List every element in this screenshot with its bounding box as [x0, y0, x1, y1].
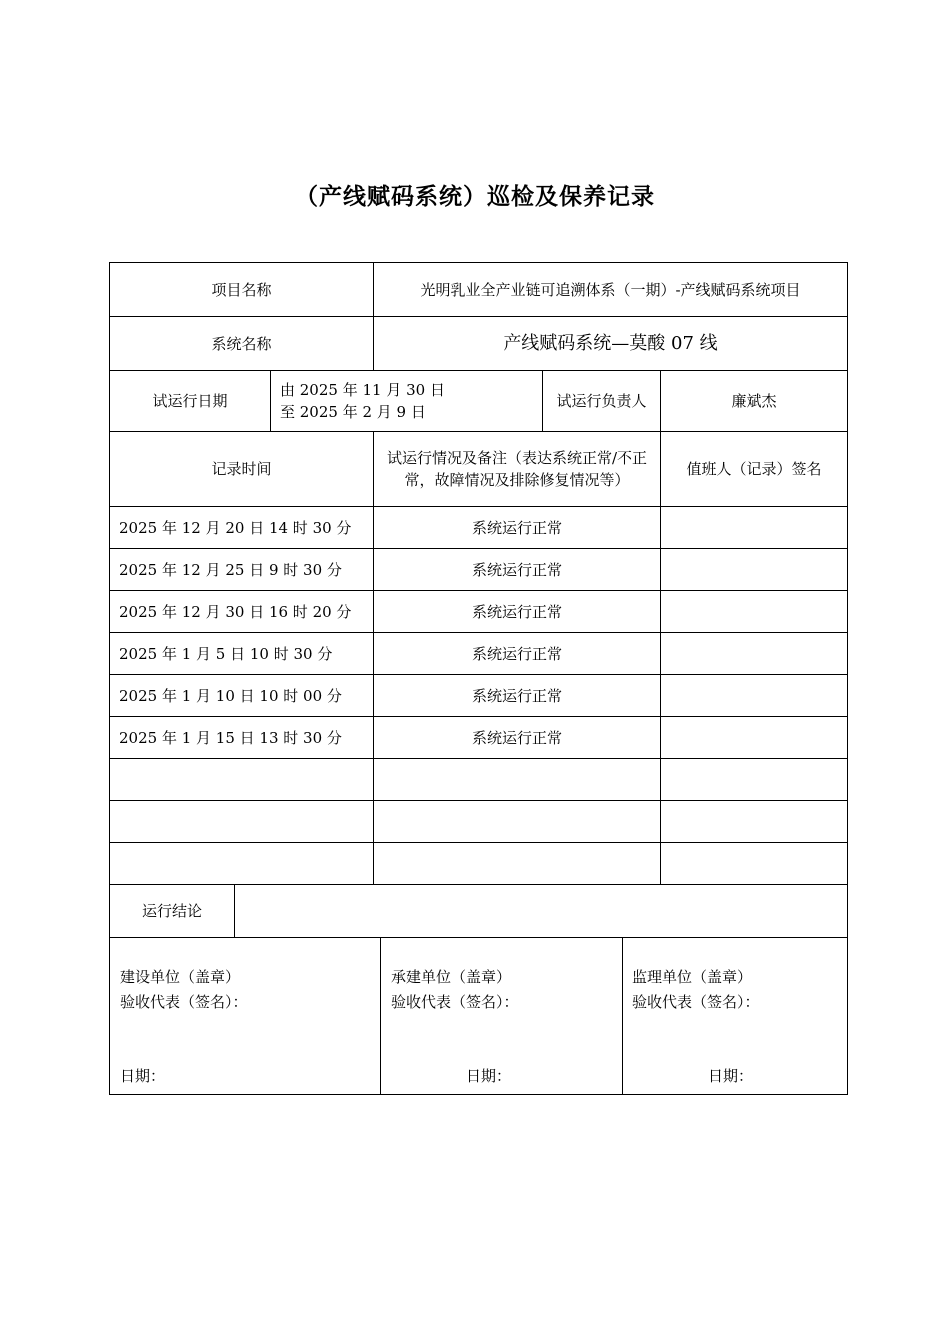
record-signer-cell — [661, 591, 847, 633]
conclusion-label: 运行结论 — [110, 884, 235, 938]
record-signer-header: 值班人（记录）签名 — [661, 432, 847, 507]
record-signer-cell — [661, 801, 847, 843]
record-signer-cell — [661, 549, 847, 591]
signature-divider — [380, 938, 381, 1094]
record-status-cell: 系统运行正常 — [374, 549, 661, 591]
record-time-cell — [110, 801, 374, 843]
trial-owner-value: 廉斌杰 — [661, 371, 847, 432]
record-status-cell: 系统运行正常 — [374, 507, 661, 549]
project-name-label: 项目名称 — [110, 263, 374, 317]
record-time-cell: 2025 年 1 月 15 日 13 时 30 分 — [110, 717, 374, 759]
record-status-cell: 系统运行正常 — [374, 717, 661, 759]
record-time-header: 记录时间 — [110, 432, 374, 507]
record-signer-cell — [661, 759, 847, 801]
record-status-cell: 系统运行正常 — [374, 675, 661, 717]
record-time-cell: 2025 年 1 月 10 日 10 时 00 分 — [110, 675, 374, 717]
record-time-cell: 2025 年 12 月 20 日 14 时 30 分 — [110, 507, 374, 549]
record-signer-cell — [661, 675, 847, 717]
trial-date-range — [271, 371, 543, 432]
record-status-header: 试运行情况及备注（表达系统正常/不正常，故障情况及排除修复情况等） — [374, 432, 661, 507]
record-status-cell — [374, 759, 661, 801]
record-time-cell — [110, 843, 374, 885]
construction-date: 日期： — [120, 1067, 166, 1085]
record-status-cell: 系统运行正常 — [374, 633, 661, 675]
system-name-label: 系统名称 — [110, 317, 374, 371]
record-time-cell: 2025 年 1 月 5 日 10 时 30 分 — [110, 633, 374, 675]
record-signer-cell — [661, 507, 847, 549]
trial-date-label: 试运行日期 — [110, 371, 271, 432]
record-time-cell: 2025 年 12 月 25 日 9 时 30 分 — [110, 549, 374, 591]
contractor-date: 日期： — [466, 1067, 512, 1085]
contractor-rep-signature: 验收代表（签名）： — [391, 993, 519, 1011]
record-signer-cell — [661, 717, 847, 759]
record-status-cell — [374, 801, 661, 843]
record-time-cell — [110, 759, 374, 801]
trial-date-start: 由 2025 年 11 月 30 日 — [280, 381, 445, 399]
signature-divider — [622, 938, 623, 1094]
record-status-cell: 系统运行正常 — [374, 591, 661, 633]
record-signer-cell — [661, 843, 847, 885]
inspection-record-table — [109, 262, 848, 1095]
contractor-unit-seal: 承建单位（盖章） — [391, 968, 512, 986]
trial-owner-label: 试运行负责人 — [543, 371, 661, 432]
conclusion-value — [235, 884, 847, 938]
supervisor-date: 日期： — [708, 1067, 754, 1085]
construction-unit-seal: 建设单位（盖章） — [120, 968, 241, 986]
system-name-value: 产线赋码系统—莫酸 07 线 — [374, 317, 847, 371]
supervisor-unit-seal: 监理单位（盖章） — [632, 968, 753, 986]
construction-rep-signature: 验收代表（签名）： — [120, 993, 248, 1011]
supervisor-rep-signature: 验收代表（签名）： — [632, 993, 760, 1011]
trial-date-end: 至 2025 年 2 月 9 日 — [280, 403, 426, 421]
record-status-cell — [374, 843, 661, 885]
page-title: （产线赋码系统）巡检及保养记录 — [295, 184, 655, 210]
record-signer-cell — [661, 633, 847, 675]
project-name-value: 光明乳业全产业链可追溯体系（一期）-产线赋码系统项目 — [374, 263, 847, 317]
record-time-cell: 2025 年 12 月 30 日 16 时 20 分 — [110, 591, 374, 633]
